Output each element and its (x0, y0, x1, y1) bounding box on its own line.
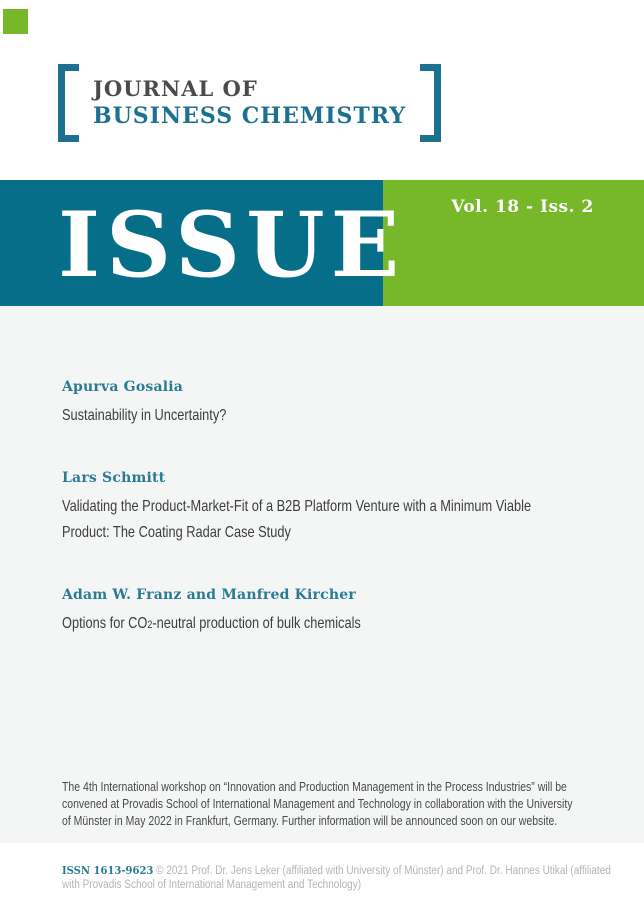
issue-banner-green-panel (383, 180, 644, 306)
right-bracket-icon (420, 64, 441, 142)
article-title-text: Options for CO (62, 615, 148, 632)
issue-banner-title: ISSUE (58, 192, 406, 298)
article-list (0, 306, 644, 638)
article-title (62, 611, 582, 638)
article-entry (62, 378, 644, 429)
green-accent-square (3, 9, 28, 34)
announcement-line: convened at Provadis School of International Management and Technology in collaboration with the University (62, 797, 573, 811)
issue-banner-teal-panel (0, 180, 406, 306)
article-title: Sustainability in Uncertainty? (62, 407, 227, 424)
journal-name-line2: BUSINESS CHEMISTRY (93, 103, 407, 129)
article-title-text: -neutral production of bulk chemicals (152, 615, 361, 632)
article-title: Validating the Product-Market-Fit of a B2B Platform Venture with a Minimum Viable Product: The Coating Radar Case Study (62, 498, 532, 541)
workshop-announcement (62, 779, 644, 830)
article-authors: Lars Schmitt (62, 470, 166, 486)
issn-label: ISSN 1613-9623 (62, 863, 154, 877)
announcement-line: The 4th International workshop on “Innovation and Production Management in the Process Industries” will be (62, 780, 567, 794)
article-authors: Apurva Gosalia (62, 379, 184, 395)
journal-logo-text (93, 64, 406, 142)
article-entry (62, 586, 644, 638)
announcement-line: of Münster in May 2022 in Frankfurt, Germany. Further information will be announced soon on our website. (62, 814, 558, 828)
issue-banner (0, 180, 644, 306)
journal-logo (58, 64, 441, 142)
journal-name-line1: JOURNAL OF (93, 76, 258, 101)
article-authors: Adam W. Franz and Manfred Kircher (62, 587, 356, 603)
table-of-contents (0, 306, 644, 843)
article-title-subscript: 2 (147, 619, 153, 631)
imprint-footer (0, 843, 644, 912)
imprint-text (62, 864, 619, 892)
left-bracket-icon (58, 64, 79, 142)
volume-issue-label: Vol. 18 - Iss. 2 (451, 197, 594, 217)
article-entry (62, 469, 644, 546)
copyright-text: © 2021 Prof. Dr. Jens Leker (affiliated with University of Münster) and Prof. Dr. Hannes Utikal (affiliated with Provadis School of International Management and Technology) (62, 865, 611, 891)
